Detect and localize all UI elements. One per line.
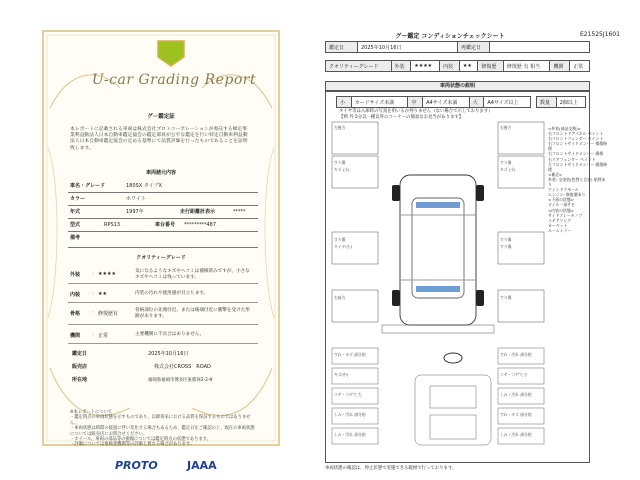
- detail-line: 右リアフェンダー ペイント: [548, 156, 596, 162]
- detail-line: カーペット: [548, 222, 568, 228]
- size-large-label: 大: [469, 97, 484, 108]
- certificate-notes: [70, 410, 258, 448]
- type-row: [68, 219, 258, 232]
- size-large-desc: A4サイズ以上: [484, 97, 531, 108]
- grade-engine: [68, 327, 258, 344]
- repair-detail-list: [548, 126, 608, 233]
- remarks-label: 備考: [70, 235, 81, 241]
- interior-label: しみ・汚れ 部分的: [334, 412, 366, 417]
- interior-label: しみ・汚れ 部分的: [500, 432, 532, 437]
- color-value: ホワイト: [126, 196, 146, 202]
- jaaa-logo: JAAA: [187, 459, 217, 472]
- reappraisal-value: [490, 42, 590, 53]
- grade-frame: [68, 305, 258, 325]
- grade-value: 正常: [98, 333, 109, 339]
- type-label: 型式: [70, 222, 81, 228]
- diagram-legend: [339, 109, 493, 120]
- shop-label: 販売店: [72, 364, 88, 370]
- detail-line: 右フロントサイドメンバー 損傷修理: [548, 141, 608, 152]
- address-value: 福岡県福岡市博多区東那珂2-2-9: [148, 378, 213, 383]
- quality-section-title: クオリティーグレード: [136, 255, 186, 261]
- grade-interior: [68, 286, 258, 303]
- certificate-intro: 本レポートに記載される車両は株式会社プロトコーポレーションが委託する蜂定事業利益動法人日本自動車鑑定協会の鑑定部員が公平な鑑定を行い特定自動車利益動法人日本自動車鑑定協会の定める基準にて品質評価を行ったものであることを証明致します。: [70, 127, 248, 151]
- colon: ：: [92, 272, 97, 277]
- certificate-subtitle: グー鑑定証: [147, 114, 175, 120]
- interior-label: しみ・汚れ 部分的: [500, 392, 532, 397]
- detail-line: 外装: 全塗装(色替え含む) 貼替あり: [548, 176, 606, 188]
- size-small-label: 小: [337, 97, 352, 108]
- diagram-title: 車両状態の説明: [325, 81, 590, 91]
- detail-line: オイル一部サビ: [548, 202, 576, 208]
- note-line: ・ホイール、車両の部品等の損傷については鑑定時点の状態であります。: [70, 437, 211, 443]
- detail-line: <内装の状態>: [548, 207, 574, 213]
- size-medium-desc: A4サイズ未満: [423, 97, 470, 108]
- interior-label: キズ(中): [334, 372, 349, 377]
- year-label: 年式: [70, 209, 81, 215]
- grade-value: ★★★★: [98, 271, 116, 277]
- interior-label: すれ・キズ 部分的: [500, 412, 532, 417]
- damage-label: タイヤ(小): [334, 244, 353, 249]
- note-line: ・鑑定時点の車両状態を示すものであり、以降将来における品質を保証するものではありません。: [70, 415, 251, 426]
- grade-label: 機関: [70, 333, 81, 339]
- damage-label: 右後方: [500, 125, 512, 130]
- legend-line: タイヤ等は入庫時の写真を用いるか判りません（ない場合で示しております）: [339, 109, 493, 114]
- engine-label: 機関: [550, 61, 570, 72]
- size-legend: [336, 96, 531, 108]
- color-row: [68, 193, 258, 206]
- int-value: ★★: [459, 61, 478, 72]
- legend-line: 【例 外 5分以一種以外のコーナーの簡易なお見当があります】: [339, 114, 464, 120]
- goo-appraisal-logo: [154, 35, 188, 69]
- footer-logos: [115, 457, 255, 477]
- note-line: ・評価については他検査機関等の評価と異なる場合があります。: [70, 442, 195, 448]
- vehicle-section-title: 車両諸元内容: [145, 170, 176, 176]
- detail-line: ルームミラー: [548, 227, 572, 233]
- interior-label: しみ・汚れ 部分的: [334, 432, 366, 437]
- date-label: 鑑定日: [326, 42, 358, 53]
- grading-certificate: [40, 28, 282, 448]
- detail-line: サイドブレーキノブ: [548, 212, 583, 218]
- size-small-desc: カードサイズ未満: [351, 97, 408, 108]
- quantity-value: 2個以上: [556, 97, 585, 108]
- bottom-note: 車両状態の確認は、停止状態で実施できる範囲で行っております。: [325, 466, 457, 471]
- colon: ：: [92, 311, 97, 316]
- size-medium-label: 中: [408, 97, 423, 108]
- int-label: 内装: [440, 61, 460, 72]
- damage-label: すり傷: [500, 244, 512, 249]
- sheet-code: E21525J1601: [580, 31, 620, 38]
- grade-desc: 骨格部位の先端付近、または後端付近に衝撃を受けた形跡があります。: [135, 308, 250, 319]
- model-row: [68, 180, 258, 193]
- interior-label: すれ・キズ 部分的: [334, 352, 366, 357]
- mileage-value: *****: [233, 209, 246, 215]
- proto-logo: PROTO: [115, 459, 158, 472]
- sheet-header-date: [325, 41, 590, 53]
- damage-label: すり傷: [334, 237, 346, 242]
- color-label: カラー: [70, 196, 86, 202]
- detail-line: 右フロントサイドメンバー 損傷: [548, 151, 604, 157]
- damage-label: すり傷: [500, 237, 512, 242]
- damage-label: 左後方: [334, 125, 346, 130]
- year-row: [68, 206, 258, 219]
- detail-line: <下部の状態>: [548, 197, 574, 203]
- note-line: ・車両状態は時間の経過に伴い変化する場合もあるため、鑑定日をご確認の上、現在の車両状態については販売店にお問合せください。: [70, 426, 255, 437]
- model-value: 180SX タイプX: [126, 183, 162, 189]
- detail-line: <補足>: [548, 171, 563, 177]
- detail-line: ステアリング: [548, 217, 572, 223]
- damage-label: すり傷: [334, 160, 346, 165]
- remarks-row: [68, 232, 258, 248]
- certificate-title: U-car Grading Report: [91, 72, 257, 88]
- damage-label: 右前方: [334, 295, 346, 300]
- grade-value: ★★: [98, 291, 107, 297]
- date-value: 2025年10月16日: [358, 42, 458, 53]
- detail-line: 右フロントフェンダー ペイント: [548, 136, 604, 142]
- grade-label: 骨格: [70, 311, 81, 317]
- engine-value: 正常: [570, 61, 590, 72]
- repair-label: 修復歴: [478, 61, 504, 72]
- damage-label: キズ (小): [334, 167, 350, 172]
- damage-label: すり傷: [500, 295, 512, 300]
- type-value: RPS13: [104, 222, 121, 228]
- damage-label: すり傷: [500, 160, 512, 165]
- note-line: ※本レポートについて: [70, 410, 113, 415]
- quality-label: クオリティーグレード: [326, 61, 392, 72]
- detail-line: エンジン: 修復歴あり: [548, 192, 586, 198]
- sheet-header-grades: [325, 60, 590, 72]
- appraisal-date: 2025年10月16日: [148, 351, 189, 357]
- damage-label: キズ (小): [500, 167, 516, 172]
- colon: ：: [92, 333, 97, 338]
- detail-line: 左フロントサイドメンバー 損傷修理: [548, 161, 608, 172]
- interior-label: コゲ・コゲ穴 小: [500, 372, 528, 377]
- detail-line: 右フロントドアパネル ペイント: [548, 131, 604, 137]
- detail-line: ウインドウモール: [548, 187, 579, 193]
- grade-label: 内装: [70, 292, 81, 298]
- vin-value: *********487: [184, 222, 217, 228]
- model-label: 車名・グレード: [70, 183, 106, 189]
- year-value: 1997年: [126, 209, 144, 215]
- ext-value: ★★★★: [411, 61, 440, 72]
- grade-exterior: [68, 266, 258, 284]
- shop-name: 株式会社CROSS ROAD: [154, 364, 211, 370]
- appraisal-date-label: 鑑定日: [72, 351, 88, 357]
- grade-desc: 主要機関に不具合はありません。: [135, 332, 205, 337]
- interior-label: すれ・汚れ 部分的: [500, 352, 532, 357]
- quantity-label: 数量: [537, 97, 557, 108]
- grade-label: 外装: [70, 272, 81, 278]
- reappraisal-label: 再鑑定日: [458, 42, 490, 53]
- grade-desc: 気になるようなキズやヘコミは補修済みですが、小さなキズやヘコミは残っています。: [135, 269, 250, 280]
- colon: ：: [92, 292, 97, 297]
- detail-line: <外装(部品交換)>: [548, 126, 581, 131]
- grade-desc: 内装の汚れや使用感が目立ちます。: [135, 291, 209, 296]
- ext-label: 外装: [391, 61, 411, 72]
- repair-value: 修復歴 有 相当: [503, 61, 550, 72]
- vin-label: 車台番号: [155, 222, 176, 228]
- sheet-title: グー鑑定 コンディションチェックシート: [395, 33, 505, 40]
- interior-label: コゲ・コゲ穴 大: [334, 392, 362, 397]
- quantity-legend: [536, 96, 586, 108]
- grade-value: 修復歴有: [98, 311, 119, 317]
- address-label: 所在地: [72, 377, 88, 383]
- mileage-label: 走行距離計表示: [180, 209, 216, 215]
